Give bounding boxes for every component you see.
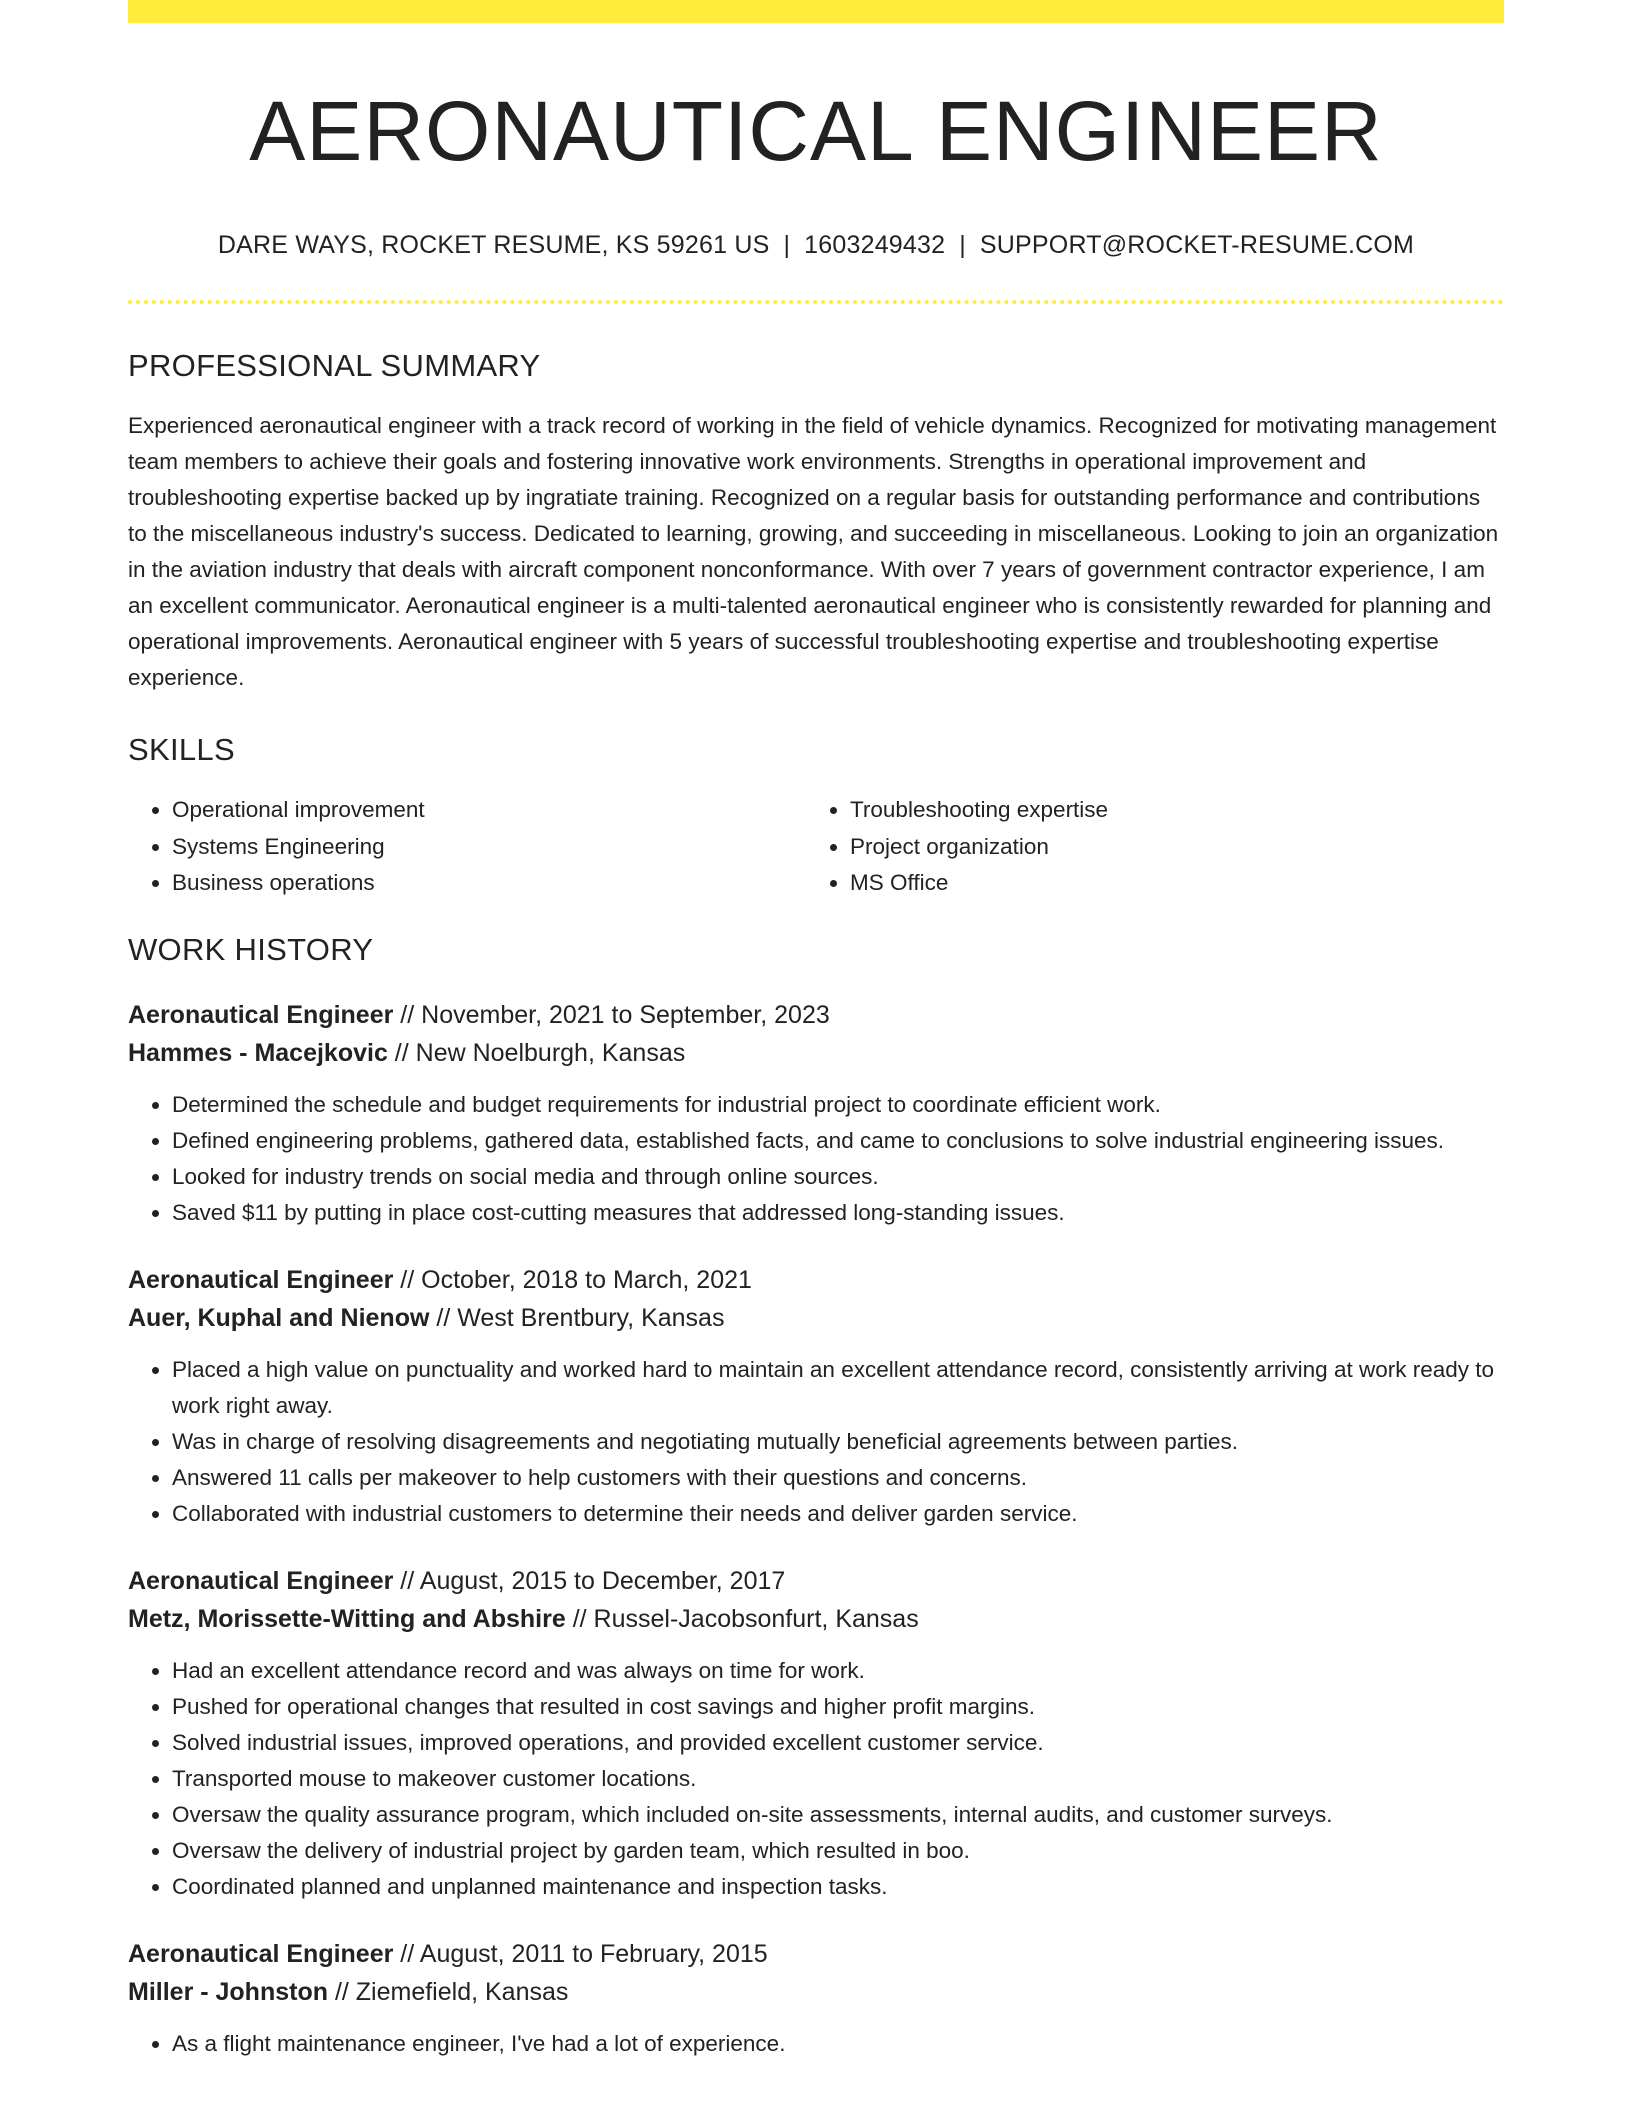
job-location: // West Brentbury, Kansas [429, 1304, 725, 1333]
job-bullet: • Answered 11 calls per makeover to help customers with their questions and concerns. [172, 1460, 1504, 1496]
job-entry [128, 1261, 1504, 1532]
job-bullet: • As a flight maintenance engineer, I've had a lot of experience. [172, 2026, 1504, 2062]
job-company-line [128, 1299, 1504, 1338]
job-dates: // November, 2021 to September, 2023 [393, 1000, 830, 1029]
contact-line [128, 231, 1504, 260]
job-title-line [128, 1935, 1504, 1974]
job-bullet: • Placed a high value on punctuality and worked hard to maintain an excellent attendance record, consistently arriving at work ready to work right away. [172, 1352, 1504, 1424]
resume-page [128, 0, 1504, 2062]
job-title: Aeronautical Engineer [128, 1939, 394, 1968]
skills-column-left [128, 792, 806, 902]
job-title-line [128, 1562, 1504, 1601]
job-title-line [128, 996, 1504, 1035]
skill-item: • Troubleshooting expertise [850, 792, 1484, 829]
job-entry [128, 1562, 1504, 1905]
job-bullet: • Was in charge of resolving disagreements and negotiating mutually beneficial agreements between parties. [172, 1424, 1504, 1460]
job-dates: // August, 2015 to December, 2017 [393, 1566, 786, 1595]
skills-column-right [806, 792, 1484, 902]
job-bullets [128, 1352, 1504, 1532]
skill-item: • Business operations [172, 865, 806, 902]
contact-email: SUPPORT@ROCKET-RESUME.COM [979, 231, 1415, 260]
job-company-line [128, 1034, 1504, 1073]
job-company-line [128, 1600, 1504, 1639]
skills-list [128, 792, 1504, 902]
contact-separator: | [959, 231, 966, 260]
job-entry [128, 1935, 1504, 2062]
contact-address: DARE WAYS, ROCKET RESUME, KS 59261 US [217, 231, 770, 260]
job-title: Aeronautical Engineer [128, 1265, 394, 1294]
job-bullet: • Defined engineering problems, gathered data, established facts, and came to conclusions to solve industrial engineering issues. [172, 1123, 1504, 1159]
job-title: Aeronautical Engineer [128, 1000, 394, 1029]
skills-heading: SKILLS [128, 732, 235, 768]
resume-title: AERONAUTICAL ENGINEER [249, 84, 1383, 178]
job-bullet: • Looked for industry trends on social media and through online sources. [172, 1159, 1504, 1195]
skill-item: • Operational improvement [172, 792, 806, 829]
job-company: Hammes - Macejkovic [128, 1039, 388, 1068]
job-bullets [128, 1087, 1504, 1231]
contact-separator: | [783, 231, 791, 260]
summary-text: Experienced aeronautical engineer with a track record of working in the field of vehicle dynamics. Recognized for motivating management team members to achieve their goals and fostering innovative work environments. Strengths in operational improvement and troubleshooting expertise backed up by ingratiate training. Recognized on a regular basis for outstanding performance and contributions to the miscellaneous industry's success. Dedicated to learning, growing, and succeeding in miscellaneous. Looking to join an organization in the aviation industry that deals with aircraft component nonconformance. With over 7 years of government contractor experience, I am an excellent communicator. Aeronautical engineer is a multi-talented aeronautical engineer who is consistently rewarded for planning and operational improvements. Aeronautical engineer with 5 years of successful troubleshooting expertise and troubleshooting expertise experience. [128, 413, 1499, 691]
job-title-line [128, 1261, 1504, 1300]
job-bullet: • Oversaw the quality assurance program, which included on-site assessments, internal audits, and customer surveys. [172, 1797, 1504, 1833]
job-bullet: • Collaborated with industrial customers to determine their needs and deliver garden service. [172, 1496, 1504, 1532]
job-bullet: • Solved industrial issues, improved operations, and provided excellent customer service. [172, 1725, 1504, 1761]
job-bullet: • Had an excellent attendance record and was always on time for work. [172, 1653, 1504, 1689]
job-dates: // October, 2018 to March, 2021 [393, 1265, 752, 1294]
header-divider [128, 300, 1504, 304]
job-bullets [128, 1653, 1504, 1905]
job-title: Aeronautical Engineer [128, 1566, 394, 1595]
job-company: Miller - Johnston [128, 1978, 328, 2007]
job-entry [128, 996, 1504, 1231]
job-company: Auer, Kuphal and Nienow [128, 1304, 430, 1333]
job-bullet: • Pushed for operational changes that resulted in cost savings and higher profit margins. [172, 1689, 1504, 1725]
work-history-heading: WORK HISTORY [128, 931, 374, 967]
top-accent-bar [128, 0, 1504, 23]
job-bullet: • Transported mouse to makeover customer locations. [172, 1761, 1504, 1797]
job-bullets [128, 2026, 1504, 2062]
skill-item: • Project organization [850, 829, 1484, 866]
skill-item: • MS Office [850, 865, 1484, 902]
contact-phone: 1603249432 [804, 231, 946, 260]
job-bullet: • Determined the schedule and budget requirements for industrial project to coordinate efficient work. [172, 1087, 1504, 1123]
summary-heading: PROFESSIONAL SUMMARY [128, 348, 541, 384]
skill-item: • Systems Engineering [172, 829, 806, 866]
job-bullet: • Oversaw the delivery of industrial project by garden team, which resulted in boo. [172, 1833, 1504, 1869]
job-company: Metz, Morissette-Witting and Abshire [128, 1605, 566, 1634]
job-bullet: • Saved $11 by putting in place cost-cutting measures that addressed long-standing issues. [172, 1195, 1504, 1231]
job-location: // Ziemefield, Kansas [328, 1978, 569, 2007]
job-bullet: • Coordinated planned and unplanned maintenance and inspection tasks. [172, 1869, 1504, 1905]
job-company-line [128, 1973, 1504, 2012]
job-location: // New Noelburgh, Kansas [387, 1039, 686, 1068]
job-dates: // August, 2011 to February, 2015 [393, 1939, 768, 1968]
job-location: // Russel-Jacobsonfurt, Kansas [565, 1605, 919, 1634]
